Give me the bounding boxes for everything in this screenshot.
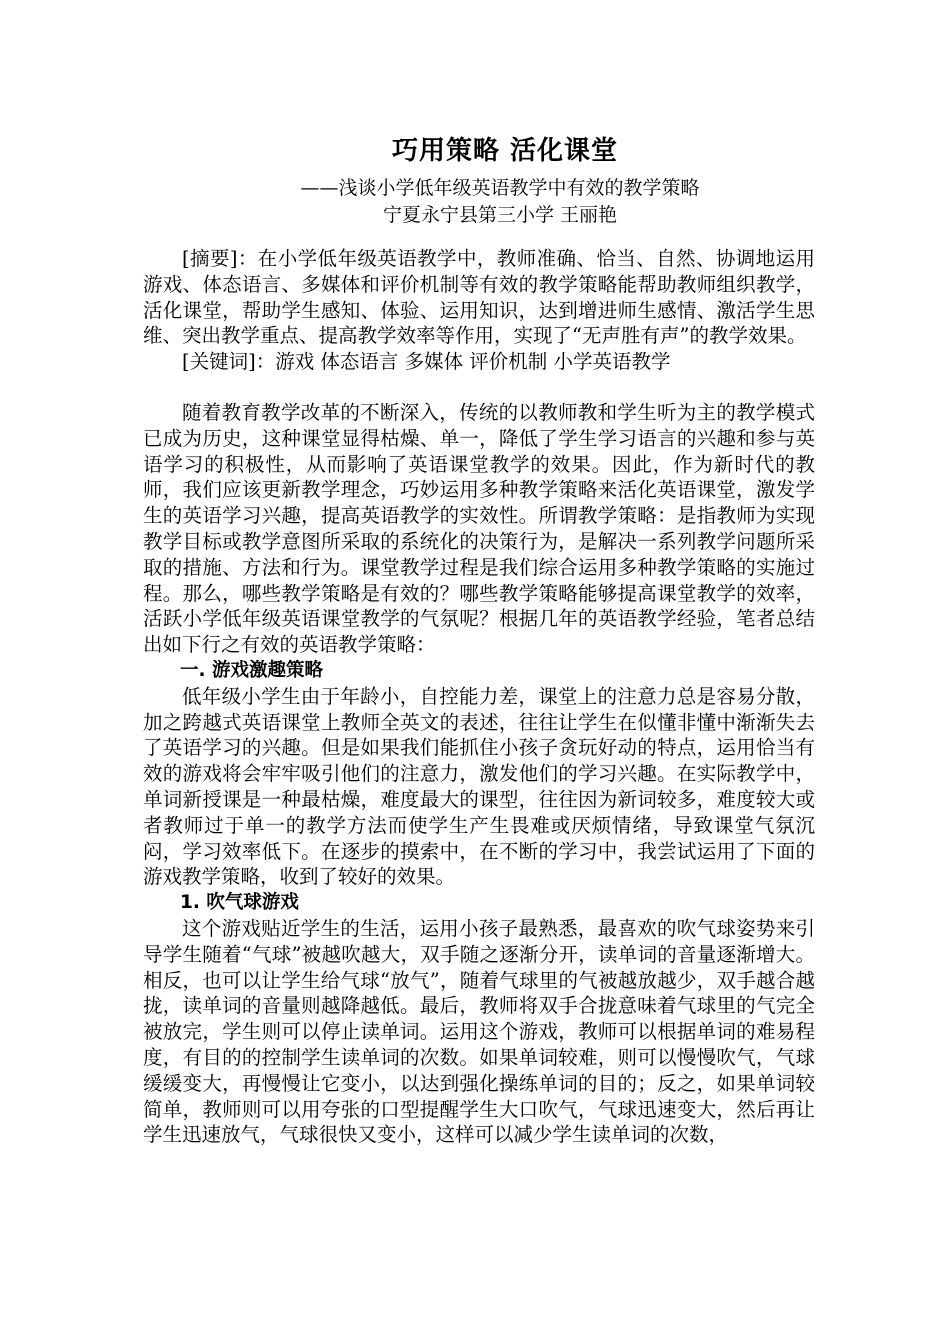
document-subtitle: ——浅谈小学低年级英语教学中有效的教学策略 xyxy=(300,177,700,199)
subsection-paragraph: 这个游戏贴近学生的生活，运用小孩子最熟悉，最喜欢的吹气球姿势来引导学生随着“气球”被越吹越大，双手随之逐渐分开，读单词的音量逐渐增大。相反，也可以让学生给气球“放气”，随着气球里的气被越放越少，双手越合越拢，读单词的音量则越降越低。最后，教师将双手合拢意味着气球里的气完全被放完，学生则可以停止读单词。运用这个游戏，教师可以根据单词的难易程度，有目的的控制学生读单词的次数。如果单词较难，则可以慢慢吹气，气球缓缓变大，再慢慢让它变小，以达到强化操练单词的目的；反之，如果单词较简单，教师则可以用夸张的口型提醒学生大口吹气，气球迅速变大，然后再让学生迅速放气，气球很快又变小，这样可以减少学生读单词的次数， xyxy=(143,916,815,1147)
intro-paragraph: 随着教育教学改革的不断深入，传统的以教师教和学生听为主的教学模式已成为历史，这种课堂显得枯燥、单一，降低了学生学习语言的兴趣和参与英语学习的积极性，从而影响了英语课堂教学的效果。因此，作为新时代的教师，我们应该更新教学理念，巧妙运用多种教学策略来活化英语课堂，激发学生的英语学习兴趣，提高英语教学的实效性。所谓教学策略：是指教师为实现教学目标或教学意图所采取的系统化的决策行为，是解决一系列教学问题所采取的措施、方法和行为。课堂教学过程是我们综合运用多种教学策略的实施过程。那么，哪些教学策略是有效的？哪些教学策略能够提高课堂教学的效率，活跃小学低年级英语课堂教学的气氛呢？根据几年的英语教学经验，笔者总结出如下行之有效的英语教学策略： xyxy=(143,400,815,657)
section-heading: 一. 游戏激趣策略 xyxy=(180,659,323,681)
abstract-paragraph: [摘要]：在小学低年级英语教学中，教师准确、恰当、自然、协调地运用游戏、体态语言、多媒体和评价机制等有效的教学策略能帮助教师组织教学，活化课堂，帮助学生感知、体验、运用知识，达到增进师生感情、激活学生思维、突出教学重点、提高教学效率等作用，实现了“无声胜有声”的教学效果。 xyxy=(143,247,815,348)
author-line: 宁夏永宁县第三小学 王丽艳 xyxy=(382,204,618,226)
keywords-paragraph: [关键词]：游戏 体态语言 多媒体 评价机制 小学英语教学 xyxy=(182,350,671,374)
document-title: 巧用策略 活化课堂 xyxy=(391,136,619,166)
section-paragraph: 低年级小学生由于年龄小，自控能力差，课堂上的注意力总是容易分散，加之跨越式英语课堂上教师全英文的表述，往往让学生在似懂非懂中渐渐失去了英语学习的兴趣。但是如果我们能抓住小孩子贪玩好动的特点，运用恰当有效的游戏将会牢牢吸引他们的注意力，激发他们的学习兴趣。在实际教学中，单词新授课是一种最枯燥，难度最大的课型，往往因为新词较多，难度较大或者教师过于单一的教学方法而使学生产生畏难或厌烦情绪，导致课堂气氛沉闷，学习效率低下。在逐步的摸索中，在不断的学习中，我尝试运用了下面的游戏教学策略，收到了较好的效果。 xyxy=(143,684,815,889)
document-body xyxy=(143,246,815,1148)
subsection-heading: 1. 吹气球游戏 xyxy=(180,892,299,914)
paragraph-gap xyxy=(143,375,815,400)
